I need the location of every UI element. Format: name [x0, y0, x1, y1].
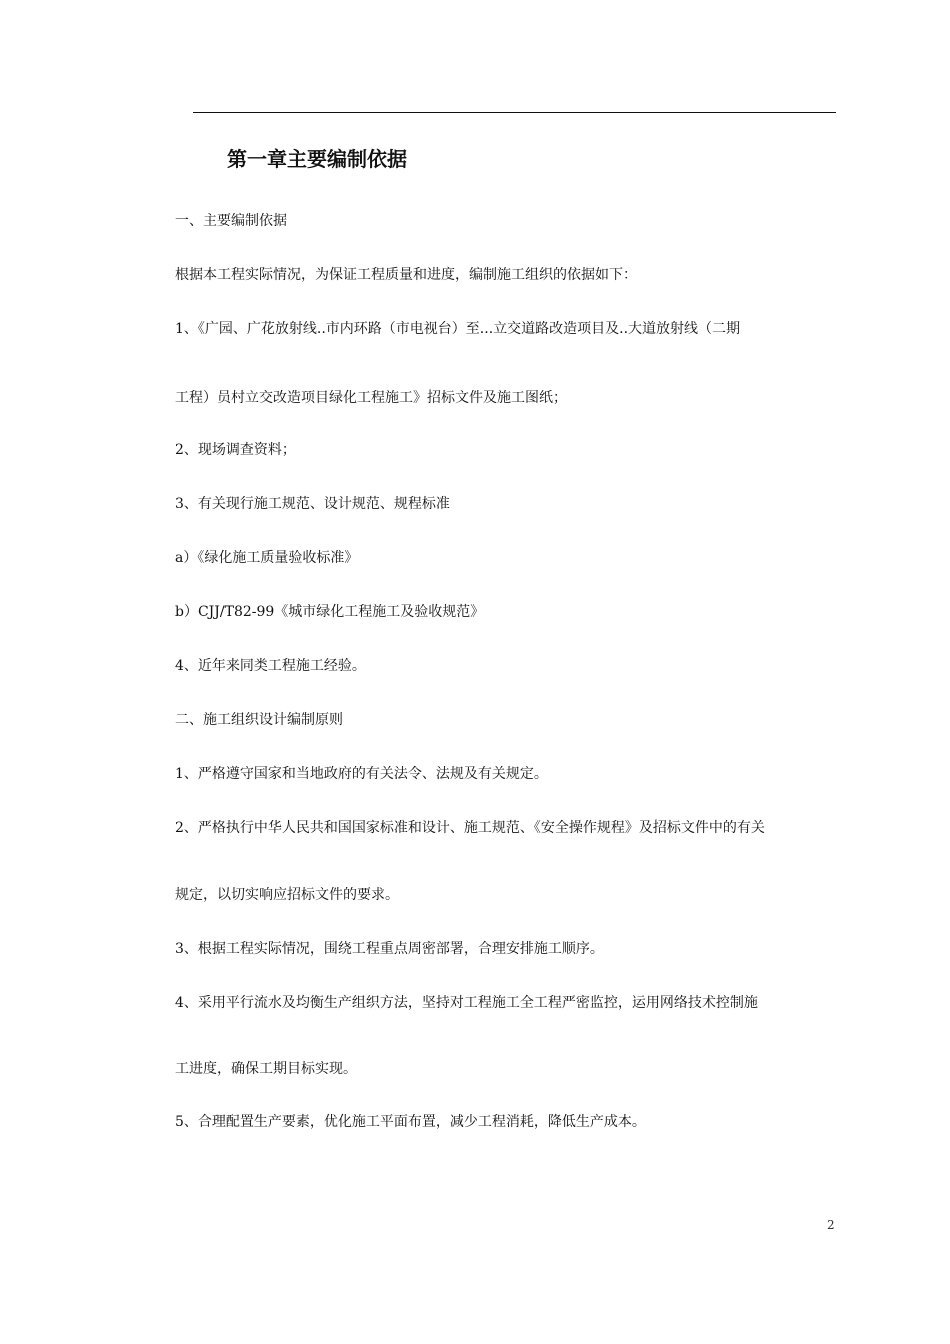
list-item: 4、近年来同类工程施工经验。	[175, 658, 366, 674]
list-item: 4、采用平行流水及均衡生产组织方法，坚持对工程施工全工程严密监控，运用网络技术控制施	[175, 995, 758, 1011]
sub-list-item: a）《绿化施工质量验收标准》	[175, 550, 359, 566]
list-item: 2、严格执行中华人民共和国国家标准和设计、施工规范、《安全操作规程》及招标文件中的有关	[175, 820, 765, 836]
section-heading-1: 一、主要编制依据	[175, 213, 287, 229]
paragraph: 根据本工程实际情况，为保证工程质量和进度，编制施工组织的依据如下：	[175, 267, 637, 283]
list-item: 1、《广园、广花放射线..市内环路（市电视台）至...立交道路改造项目及..大道放射线（二期	[175, 321, 741, 337]
list-item: 1、严格遵守国家和当地政府的有关法令、法规及有关规定。	[175, 766, 548, 782]
list-item: 3、有关现行施工规范、设计规范、规程标准	[175, 496, 450, 512]
list-item: 2、现场调查资料；	[175, 442, 296, 458]
list-item-continuation: 工进度，确保工期目标实现。	[175, 1061, 357, 1077]
header-rule	[193, 112, 836, 113]
chapter-title: 第一章主要编制依据	[227, 147, 407, 171]
list-item: 5、合理配置生产要素，优化施工平面布置，减少工程消耗，降低生产成本。	[175, 1114, 646, 1130]
list-item: 3、根据工程实际情况，围绕工程重点周密部署，合理安排施工顺序。	[175, 941, 604, 957]
sub-list-item: b）CJJ/T82-99《城市绿化工程施工及验收规范》	[175, 604, 485, 620]
section-heading-2: 二、施工组织设计编制原则	[175, 712, 343, 728]
list-item-continuation: 工程）员村立交改造项目绿化工程施工》招标文件及施工图纸；	[175, 390, 567, 406]
list-item-continuation: 规定，以切实响应招标文件的要求。	[175, 887, 399, 903]
page-number: 2	[827, 1218, 835, 1232]
